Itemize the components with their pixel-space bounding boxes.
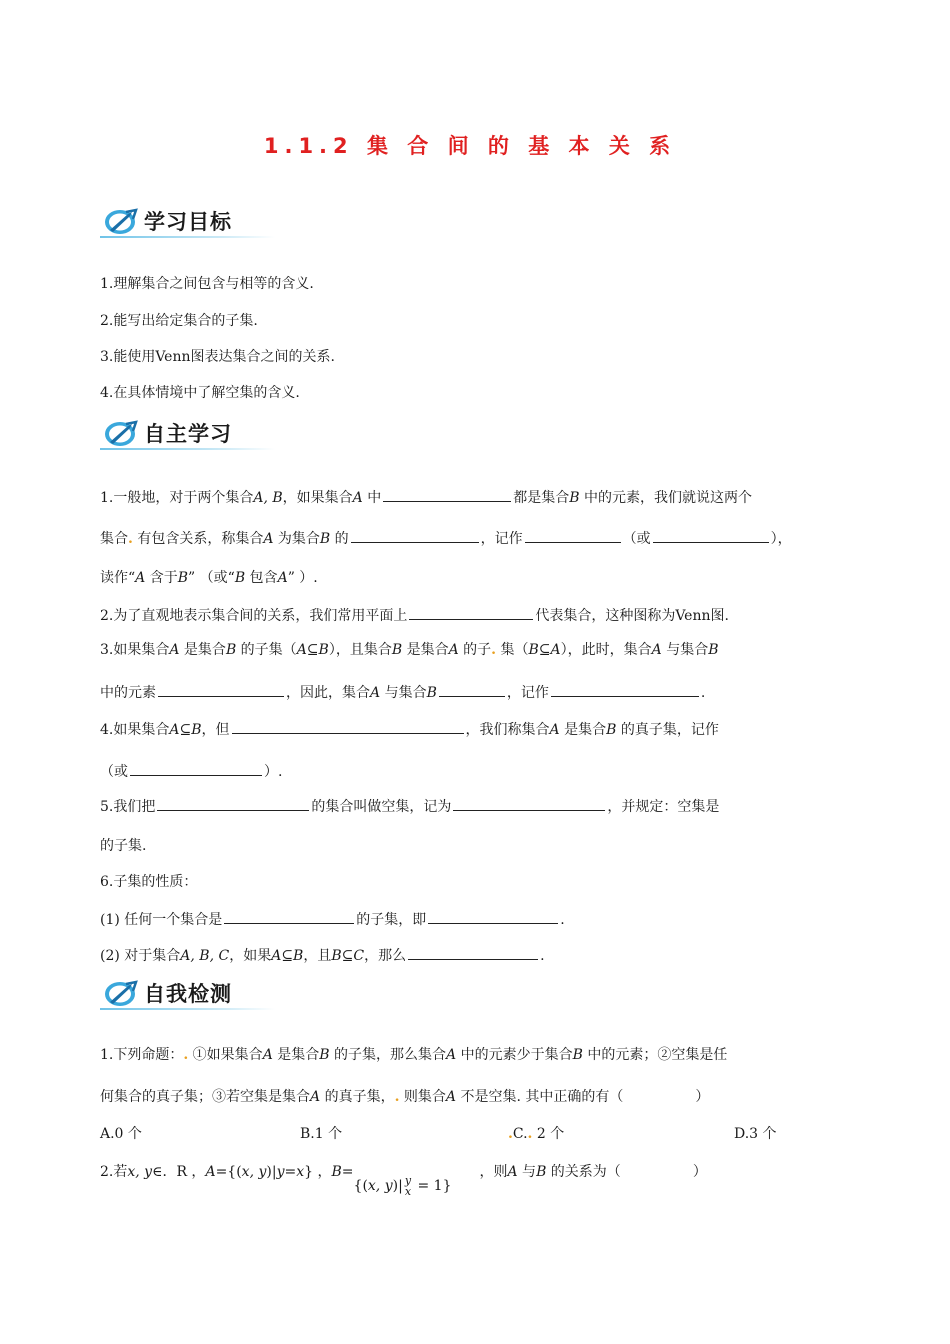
fill-blank[interactable]	[409, 604, 533, 620]
fill-blank[interactable]	[551, 681, 699, 697]
option-d[interactable]: D.3 个	[734, 1126, 777, 1142]
section-header-goals	[100, 204, 278, 240]
option-c[interactable]: .C.. 2 个	[508, 1126, 565, 1142]
section-title-self-test: 自我检测	[144, 982, 232, 1006]
section-title-self-study: 自主学习	[144, 422, 232, 446]
goal-item: 3.能使用Venn图表达集合之间的关系.	[100, 349, 335, 365]
study-q6-1: (1) 任何一个集合是 的子集，即 .	[100, 908, 565, 930]
section-header-self-study	[100, 416, 278, 452]
goal-item: 4.在具体情境中了解空集的含义.	[100, 385, 300, 401]
goal-item: 2.能写出给定集合的子集.	[100, 313, 258, 329]
test-q1-options	[100, 1124, 852, 1144]
fill-blank[interactable]	[232, 718, 464, 734]
option-b[interactable]: B.1 个	[300, 1126, 343, 1142]
study-q5-line1: 5.我们把 的集合叫做空集，记为 ，并规定：空集是	[100, 795, 719, 817]
test-q1-line2: 何集合的真子集；③若空集是集合A 的真子集，. 则集合A 不是空集. 其中正确的有（ ）	[100, 1089, 710, 1105]
study-q1-line2: 集合. 有包含关系，称集合A 为集合B 的 ，记作 （或 ），	[100, 527, 792, 549]
pen-arrow-icon	[102, 206, 142, 236]
fill-blank[interactable]	[439, 681, 505, 697]
set-b-expression: {(x, y)| y x = 1}	[353, 1174, 452, 1198]
study-q5-line2: 的子集.	[100, 838, 147, 854]
study-q2: 2.为了直观地表示集合间的关系，我们常用平面上 代表集合，这种图称为Venn图.	[100, 604, 729, 626]
study-q6: 6.子集的性质：	[100, 874, 198, 890]
test-q2: 2.若x, y∈．R ，A={(x, y)|y=x} ，B={(x, y)| y x = 1}，则A 与B 的关系为（ ）	[100, 1164, 707, 1198]
fill-blank[interactable]	[351, 527, 479, 543]
fill-blank[interactable]	[453, 795, 605, 811]
fill-blank[interactable]	[383, 486, 511, 502]
option-a[interactable]: A.0 个	[100, 1126, 142, 1142]
page-title: 1.1.2 集 合 间 的 基 本 关 系	[263, 134, 677, 158]
fraction-y-over-x: y x	[404, 1174, 412, 1198]
study-q4-line1: 4.如果集合A⊆B，但 ，我们称集合A 是集合B 的真子集，记作	[100, 718, 852, 740]
pen-arrow-icon	[102, 978, 142, 1008]
goal-item: 1.理解集合之间包含与相等的含义.	[100, 276, 314, 292]
study-q6-2: (2) 对于集合A, B, C，如果A⊆B，且B⊆C，那么 .	[100, 944, 545, 966]
fill-blank[interactable]	[157, 795, 309, 811]
fill-blank[interactable]	[525, 527, 621, 543]
fill-blank[interactable]	[158, 681, 284, 697]
pen-arrow-icon	[102, 418, 142, 448]
fill-blank[interactable]	[653, 527, 769, 543]
study-q3-line2: 中的元素 ，因此，集合A 与集合B ，记作 .	[100, 681, 705, 703]
fill-blank[interactable]	[428, 908, 558, 924]
fill-blank[interactable]	[130, 760, 262, 776]
fill-blank[interactable]	[408, 944, 538, 960]
section-underline	[100, 448, 275, 450]
section-underline	[100, 1008, 275, 1010]
study-q1-line1: 1.一般地，对于两个集合A, B，如果集合A 中 都是集合B 中的元素，我们就说这两个	[100, 486, 752, 508]
study-q1-line3: 读作“A 含于B” （或“B 包含A” ）.	[100, 570, 318, 586]
test-q1-line1: 1.下列命题：. ①如果集合A 是集合B 的子集，那么集合A 中的元素少于集合B 中的元素；②空集是任	[100, 1047, 728, 1063]
section-title-goals: 学习目标	[144, 210, 232, 234]
study-q4-line2: （或 ）.	[100, 760, 282, 782]
section-underline	[100, 236, 275, 238]
section-header-self-test	[100, 976, 278, 1012]
fill-blank[interactable]	[224, 908, 354, 924]
study-q3-line1: 3.如果集合A 是集合B 的子集（A⊆B），且集合B 是集合A 的子. 集（B⊆A），此时，集合A 与集合B	[100, 642, 719, 658]
